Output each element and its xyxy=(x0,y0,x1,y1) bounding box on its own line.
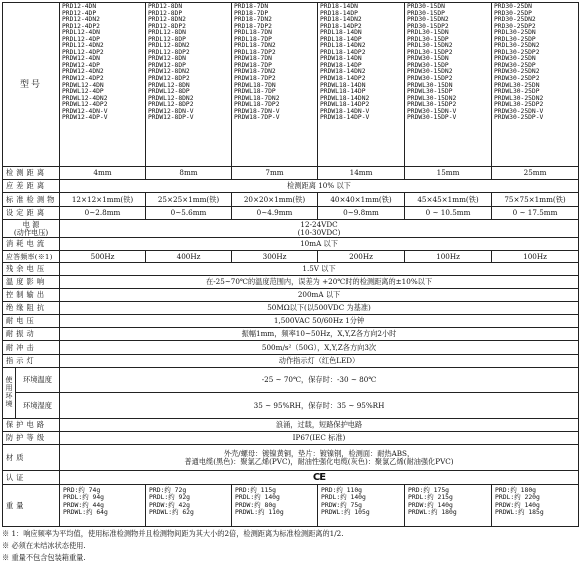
model-name: PRD30-15DN2 xyxy=(407,16,449,24)
material-line1: 外壳/螺母：镀镍黄铜，垫片：镀镍钢，检测面：耐热ABS， xyxy=(223,448,415,458)
model-name: PRDWL12-8DP xyxy=(148,88,190,96)
model-name: PRDL30-15DP xyxy=(407,35,449,43)
model-name: PRDW30-25DP-V xyxy=(494,114,544,122)
model-name: PRDL30-25DN2 xyxy=(494,42,540,50)
model-name: PRD12-8DP xyxy=(148,9,183,17)
model-name: PRD18-7DN2 xyxy=(234,16,272,24)
environment-humidity-row xyxy=(3,393,579,419)
model-name: PRD18-7DP2 xyxy=(234,22,272,30)
model-column xyxy=(318,3,405,167)
model-name: PRDL12-4DN xyxy=(62,29,100,37)
model-name: PRD12-4DN2 xyxy=(62,16,100,24)
model-name: PRD12-4DP xyxy=(62,9,97,17)
model-name: PRD30-25DN2 xyxy=(494,16,536,24)
certification-label: 认 证 xyxy=(3,471,60,485)
model-name: PRDW18-7DN2 xyxy=(234,68,276,76)
protection-value: 浪涌，过载，短路保护电路 xyxy=(60,419,579,432)
indicator-value: 动作指示灯（红色LED） xyxy=(60,355,579,368)
hysteresis-label: 应 差 距 离 xyxy=(3,180,60,193)
spec-table xyxy=(2,2,579,527)
set-distance-value: 0 ~ 10.5mm xyxy=(405,207,492,220)
power-value xyxy=(60,220,579,238)
weight-value: PRDW:约 42g xyxy=(149,500,191,509)
weight-value: PRDW:约 44g xyxy=(63,500,105,509)
standard-target-value: 20×20×1mm(铁) xyxy=(232,193,318,207)
residual-value: 1.5V 以下 xyxy=(60,263,579,276)
standard-target-row xyxy=(3,193,579,207)
weight-value: PRDW:约 75g xyxy=(321,500,363,509)
frequency-value: 200Hz xyxy=(318,251,405,263)
model-name: PRDW30-15DP-V xyxy=(407,114,457,122)
set-distance-value: 0~5.6mm xyxy=(146,207,232,220)
model-name: PRDL12-8DP2 xyxy=(148,48,190,56)
certification-row xyxy=(3,471,579,485)
model-column xyxy=(232,3,318,167)
power-label xyxy=(3,220,60,238)
model-name: PRD12-8DN xyxy=(148,3,183,10)
consumption-row xyxy=(3,238,579,251)
temp-effect-value: 在-25~70℃的温度范围内，误差为 +20℃时的检测距离的±10%以下 xyxy=(60,276,579,289)
detect-distance-value: 7mm xyxy=(232,167,318,180)
set-distance-value: 0 ~ 17.5mm xyxy=(492,207,579,220)
environment-label-text: 使用环境 xyxy=(5,376,13,408)
model-name: PRD30-15DP xyxy=(407,9,445,17)
model-name: PRDW30-25DP2 xyxy=(494,75,540,83)
weight-value: PRDWL:约 110g xyxy=(235,508,284,517)
withstand-label: 耐 电 压 xyxy=(3,315,60,328)
model-name: PRDL30-25DP xyxy=(494,35,536,43)
model-column xyxy=(60,3,146,167)
model-name: PRDL30-15DP2 xyxy=(407,48,453,56)
consumption-value: 10mA 以下 xyxy=(60,238,579,251)
model-name: PRDW30-15DN xyxy=(407,55,449,63)
model-name: PRDWL18-14DP2 xyxy=(320,101,370,109)
model-name: PRDWL30-15DN2 xyxy=(407,94,457,102)
model-name: PRDWL30-25DN xyxy=(494,81,540,89)
weight-label: 重 量 xyxy=(3,485,60,527)
model-name: PRDWL12-4DP2 xyxy=(62,101,108,109)
vibration-label: 耐 振 动 xyxy=(3,328,60,341)
control-output-value: 200mA 以下 xyxy=(60,289,579,302)
weight-value: PRDW:约 140g xyxy=(408,500,453,509)
material-row xyxy=(3,445,579,471)
model-name: PRDWL12-4DN2 xyxy=(62,94,108,102)
model-name: PRDW12-8DP xyxy=(148,61,186,69)
model-name: PRDL18-14DN xyxy=(320,29,362,37)
weight-column xyxy=(60,485,146,527)
model-name: PRDWL18-7DN xyxy=(234,81,276,89)
insulation-label: 绝 缘 阻 抗 xyxy=(3,302,60,315)
residual-label: 残 余 电 压 xyxy=(3,263,60,276)
power-row xyxy=(3,220,579,238)
ip-row xyxy=(3,432,579,445)
withstand-value: 1,500VAC 50/60Hz 1分钟 xyxy=(60,315,579,328)
model-name: PRDWL30-25DN2 xyxy=(494,94,544,102)
weight-column xyxy=(146,485,232,527)
power-value-line1: 12-24VDC xyxy=(300,219,338,229)
weight-column xyxy=(318,485,405,527)
model-name: PRDW12-8DP2 xyxy=(148,75,190,83)
model-name: PRDL12-4DN2 xyxy=(62,42,104,50)
model-name: PRDWL12-8DP2 xyxy=(148,101,194,109)
model-name: PRDW12-8DN2 xyxy=(148,68,190,76)
indicator-label: 指 示 灯 xyxy=(3,355,60,368)
env-humidity-label: 环境湿度 xyxy=(16,393,60,419)
frequency-label: 应答频率(※1) xyxy=(3,251,60,263)
ip-value: IP67(IEC 标准) xyxy=(60,432,579,445)
control-output-label: 控 制 输 出 xyxy=(3,289,60,302)
model-name: PRD30-15DN xyxy=(407,3,445,10)
detect-distance-value: 15mm xyxy=(405,167,492,180)
model-name: PRDW12-4DN-V xyxy=(62,107,108,115)
weight-value: PRDL:约 140g xyxy=(321,493,366,502)
footnotes xyxy=(2,528,578,564)
shock-value: 500m/s²（50G），X,Y,Z各方向3次 xyxy=(60,341,579,355)
frequency-value: 300Hz xyxy=(232,251,318,263)
temp-effect-label: 温 度 影 响 xyxy=(3,276,60,289)
weight-value: PRDL:约 220g xyxy=(495,493,540,502)
shock-row xyxy=(3,341,579,355)
model-name: PRDWL30-15DP xyxy=(407,88,453,96)
model-column xyxy=(146,3,232,167)
model-name: PRD18-14DN2 xyxy=(320,16,362,24)
environment-label xyxy=(3,368,16,419)
temp-effect-row xyxy=(3,276,579,289)
model-name: PRDL12-4DP2 xyxy=(62,48,104,56)
weight-value: PRDWL:约 62g xyxy=(149,508,194,517)
weight-value: PRDWL:约 105g xyxy=(321,508,370,517)
shock-label: 耐 冲 击 xyxy=(3,341,60,355)
model-name: PRD12-4DN xyxy=(62,3,97,10)
indicator-row xyxy=(3,355,579,368)
model-name: PRDL12-4DP xyxy=(62,35,100,43)
model-name: PRDWL12-4DP xyxy=(62,88,104,96)
detect-distance-value: 14mm xyxy=(318,167,405,180)
model-name: PRDL18-14DP2 xyxy=(320,48,366,56)
env-temp-value: -25 ~ 70℃，保存时：-30 ~ 80℃ xyxy=(60,368,579,393)
residual-row xyxy=(3,263,579,276)
weight-value: PRDWL:约 180g xyxy=(408,508,457,517)
model-name: PRDW30-25DN2 xyxy=(494,68,540,76)
standard-target-value: 12×12×1mm(铁) xyxy=(60,193,146,207)
model-column xyxy=(405,3,492,167)
model-name: PRDL18-7DN2 xyxy=(234,42,276,50)
model-name: PRDW18-7DP xyxy=(234,61,272,69)
model-column xyxy=(492,3,579,167)
model-name: PRDW12-8DN xyxy=(148,55,186,63)
control-output-row xyxy=(3,289,579,302)
detect-distance-value: 25mm xyxy=(492,167,579,180)
footnote: ※ 必须在未结冰状态使用. xyxy=(2,541,86,550)
model-name: PRD12-8DN2 xyxy=(148,16,186,24)
model-name: PRDW30-25DP xyxy=(494,61,536,69)
weight-row xyxy=(3,485,579,527)
frequency-row xyxy=(3,251,579,263)
model-name: PRDW18-14DP-V xyxy=(320,114,370,122)
material-line2: 普通电缆(黑色)：聚氯乙烯(PVC)，耐油性强化电缆(灰色)：聚氯乙烯(耐油强化PVC) xyxy=(184,456,454,466)
model-name: PRDL18-7DN xyxy=(234,29,272,37)
insulation-row xyxy=(3,302,579,315)
hysteresis-row xyxy=(3,180,579,193)
model-name: PRDW30-15DN2 xyxy=(407,68,453,76)
frequency-value: 400Hz xyxy=(146,251,232,263)
model-name: PRDL30-25DP2 xyxy=(494,48,540,56)
env-temp-label: 环境温度 xyxy=(16,368,60,393)
env-humidity-value: 35 ~ 95%RH，保存时：35 ~ 95%RH xyxy=(60,393,579,419)
weight-column xyxy=(232,485,318,527)
model-name: PRDWL30-15DN xyxy=(407,81,453,89)
weight-value: PRD:约 180g xyxy=(495,486,537,494)
model-name: PRD30-25DN xyxy=(494,3,532,10)
set-distance-row xyxy=(3,207,579,220)
insulation-value: 50MΩ以下(以500VDC 为基准) xyxy=(60,302,579,315)
weight-value: PRD:约 115g xyxy=(235,486,277,494)
model-name: PRDW30-15DP xyxy=(407,61,449,69)
detect-distance-row xyxy=(3,167,579,180)
weight-value: PRDL:约 92g xyxy=(149,493,191,502)
model-name: PRDWL12-4DN xyxy=(62,81,104,89)
ce-mark-icon: CE xyxy=(312,471,326,483)
power-label-line2: (动作电压) xyxy=(13,227,49,237)
detect-distance-label: 检 测 距 离 xyxy=(3,167,60,180)
weight-value: PRDW:约 140g xyxy=(495,500,540,509)
model-name: PRD12-4DP2 xyxy=(62,22,100,30)
weight-value: PRD:约 74g xyxy=(63,486,101,494)
frequency-value: 100Hz xyxy=(405,251,492,263)
model-name: PRDW18-7DN-V xyxy=(234,107,280,115)
model-name: PRD30-25DP2 xyxy=(494,22,536,30)
model-name: PRDW18-14DP2 xyxy=(320,75,366,83)
material-label: 材 质 xyxy=(3,445,60,471)
model-name: PRD30-25DP xyxy=(494,9,532,17)
model-name: PRD30-15DP2 xyxy=(407,22,449,30)
standard-target-value: 40×40×1mm(铁) xyxy=(318,193,405,207)
model-name: PRDWL18-14DN xyxy=(320,81,366,89)
model-name: PRDWL18-7DN2 xyxy=(234,94,280,102)
power-value-line2: (10-30VDC) xyxy=(297,227,341,237)
weight-value: PRD:约 72g xyxy=(149,486,187,494)
material-value xyxy=(60,445,579,471)
model-name: PRDW18-14DN xyxy=(320,55,362,63)
model-name: PRDL12-8DN2 xyxy=(148,42,190,50)
weight-column xyxy=(405,485,492,527)
standard-target-value: 75×75×1mm(铁) xyxy=(492,193,579,207)
model-name: PRD18-14DP xyxy=(320,9,358,17)
model-name: PRDL12-8DN xyxy=(148,29,186,37)
model-name: PRDL18-14DN2 xyxy=(320,42,366,50)
weight-value: PRD:约 110g xyxy=(321,486,363,494)
model-name: PRDL18-7DP xyxy=(234,35,272,43)
weight-value: PRDWL:约 64g xyxy=(63,508,108,517)
weight-value: PRDL:约 140g xyxy=(235,493,280,502)
set-distance-value: 0~2.8mm xyxy=(60,207,146,220)
model-name: PRDW30-15DP2 xyxy=(407,75,453,83)
model-name: PRDW18-14DN2 xyxy=(320,68,366,76)
model-name: PRDWL18-7DP2 xyxy=(234,101,280,109)
certification-value xyxy=(60,471,579,485)
model-name: PRDW18-7DP2 xyxy=(234,75,276,83)
model-name: PRDL30-15DN2 xyxy=(407,42,453,50)
set-distance-value: 0~9.8mm xyxy=(318,207,405,220)
hysteresis-value: 检测距离 10% 以下 xyxy=(60,180,579,193)
model-name: PRDWL30-25DP xyxy=(494,88,540,96)
model-name: PRD12-8DP2 xyxy=(148,22,186,30)
footnote: ※ 重量不包含包装箱重量. xyxy=(2,553,86,562)
set-distance-value: 0~4.9mm xyxy=(232,207,318,220)
model-name: PRDWL12-8DN xyxy=(148,81,190,89)
model-name: PRDW12-4DP-V xyxy=(62,114,108,122)
detect-distance-value: 8mm xyxy=(146,167,232,180)
weight-value: PRD:约 175g xyxy=(408,486,450,494)
model-name: PRDW12-4DP2 xyxy=(62,75,104,83)
model-name: PRD18-14DP2 xyxy=(320,22,362,30)
model-name: PRDW30-25DN xyxy=(494,55,536,63)
model-name: PRDW18-7DN xyxy=(234,55,272,63)
model-name: PRD18-7DP xyxy=(234,9,269,17)
model-name: PRDW18-7DP-V xyxy=(234,114,280,122)
weight-value: PRDW:约 80g xyxy=(235,500,277,509)
model-name: PRDW12-4DN2 xyxy=(62,68,104,76)
model-name: PRDL12-8DP xyxy=(148,35,186,43)
weight-column xyxy=(492,485,579,527)
vibration-row xyxy=(3,328,579,341)
vibration-value: 振幅1mm，频率10~50Hz，X,Y,Z各方向2小时 xyxy=(60,328,579,341)
ip-label: 防 护 等 级 xyxy=(3,432,60,445)
model-name: PRD18-7DN xyxy=(234,3,269,10)
model-label: 型号 xyxy=(3,3,60,167)
protection-label: 保 护 电 路 xyxy=(3,419,60,432)
footnote: ※ 1：响应频率为平均值，使用标准检测物并且检测物间距为其大小的2倍，检测距离为标准检测距离的1/2. xyxy=(2,529,344,538)
standard-target-value: 45×45×1mm(铁) xyxy=(405,193,492,207)
model-name: PRDWL18-14DN2 xyxy=(320,94,370,102)
model-name: PRDL30-15DN xyxy=(407,29,449,37)
withstand-row xyxy=(3,315,579,328)
model-name: PRDWL18-14DP xyxy=(320,88,366,96)
model-name: PRDL18-14DP xyxy=(320,35,362,43)
set-distance-label: 设 定 距 离 xyxy=(3,207,60,220)
power-label-line1: 电 源 xyxy=(22,219,40,229)
model-name: PRDW30-25DN-V xyxy=(494,107,544,115)
model-name: PRDW18-14DP xyxy=(320,61,362,69)
model-name: PRDWL30-25DP2 xyxy=(494,101,544,109)
standard-target-value: 25×25×1mm(铁) xyxy=(146,193,232,207)
model-row xyxy=(3,3,579,167)
weight-value: PRDL:约 215g xyxy=(408,493,453,502)
model-name: PRDWL18-7DP xyxy=(234,88,276,96)
consumption-label: 消 耗 电 流 xyxy=(3,238,60,251)
environment-temp-row xyxy=(3,368,579,393)
model-name: PRDW12-8DN-V xyxy=(148,107,194,115)
model-name: PRDW12-8DP-V xyxy=(148,114,194,122)
model-name: PRDWL30-15DP2 xyxy=(407,101,457,109)
weight-value: PRDL:约 94g xyxy=(63,493,105,502)
weight-value: PRDWL:约 185g xyxy=(495,508,544,517)
frequency-value: 100Hz xyxy=(492,251,579,263)
protection-row xyxy=(3,419,579,432)
model-name: PRDW18-14DN-V xyxy=(320,107,370,115)
model-name: PRDW12-4DN xyxy=(62,55,100,63)
model-name: PRDW12-4DP xyxy=(62,61,100,69)
detect-distance-value: 4mm xyxy=(60,167,146,180)
model-name: PRDL18-7DP2 xyxy=(234,48,276,56)
model-name: PRDL30-25DN xyxy=(494,29,536,37)
frequency-value: 500Hz xyxy=(60,251,146,263)
standard-target-label: 标 准 检 测 物 xyxy=(3,193,60,207)
model-name: PRDWL12-8DN2 xyxy=(148,94,194,102)
model-name: PRDW30-15DN-V xyxy=(407,107,457,115)
model-name: PRD18-14DN xyxy=(320,3,358,10)
